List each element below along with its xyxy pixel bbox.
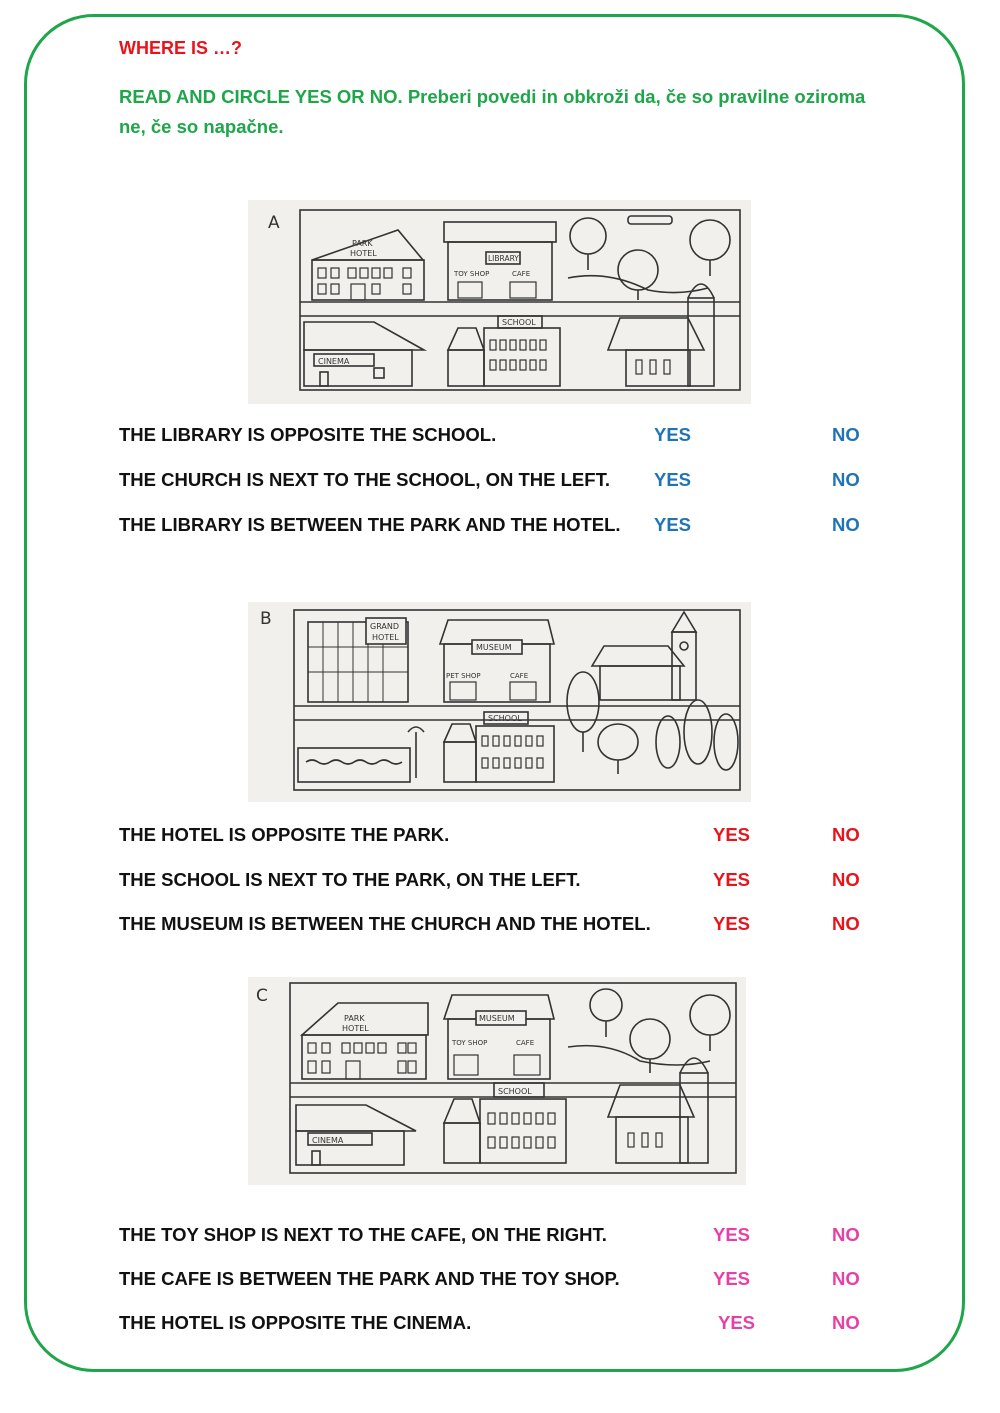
question-b3: THE MUSEUM IS BETWEEN THE CHURCH AND THE HOTEL. [119, 913, 651, 934]
school-building [444, 1083, 566, 1163]
yes-option[interactable]: YES [713, 869, 751, 890]
town-picture-c [248, 977, 746, 1185]
cinema-building [304, 322, 424, 386]
school-sign: SCHOOL [498, 1087, 532, 1096]
question-c2: THE CAFE IS BETWEEN THE PARK AND THE TOY SHOP. [119, 1268, 620, 1289]
picture-letter: B [260, 609, 272, 629]
no-option[interactable]: NO [832, 824, 860, 845]
town-picture-b [248, 602, 751, 802]
shop-sign-top: MUSEUM [479, 1014, 515, 1023]
yes-option[interactable]: YES [654, 514, 692, 535]
school-building [448, 316, 560, 386]
yes-option[interactable]: YES [718, 1312, 756, 1333]
question-c3: THE HOTEL IS OPPOSITE THE CINEMA. [119, 1312, 472, 1333]
school-sign: SCHOOL [502, 318, 536, 327]
hotel-sign-bottom: HOTEL [350, 249, 377, 258]
question-a1: THE LIBRARY IS OPPOSITE THE SCHOOL. [119, 424, 497, 445]
no-option[interactable]: NO [832, 913, 860, 934]
grand-hotel-building [308, 618, 408, 702]
park-hotel-building [302, 1003, 428, 1079]
museum-building [444, 995, 554, 1079]
question-b1: THE HOTEL IS OPPOSITE THE PARK. [119, 824, 450, 845]
no-option[interactable]: NO [832, 1224, 860, 1245]
no-option[interactable]: NO [832, 1312, 860, 1333]
no-option[interactable]: NO [832, 424, 860, 445]
yes-option[interactable]: YES [713, 1268, 751, 1289]
question-b2: THE SCHOOL IS NEXT TO THE PARK, ON THE LEFT. [119, 869, 581, 890]
no-option[interactable]: NO [832, 469, 860, 490]
yes-option[interactable]: YES [713, 913, 751, 934]
museum-building [440, 620, 554, 702]
yes-option[interactable]: YES [713, 824, 751, 845]
school-building [444, 712, 554, 782]
yes-option[interactable]: YES [654, 424, 692, 445]
hotel-sign-bottom: HOTEL [372, 633, 399, 642]
park-trees [567, 672, 738, 774]
instructions: READ AND CIRCLE YES OR NO. Preberi povedi in obkroži da, če so pravilne oziroma ne, če so napačne. [119, 86, 866, 137]
yes-option[interactable]: YES [713, 1224, 751, 1245]
park-trees [568, 216, 730, 300]
shop-sign-top: MUSEUM [476, 643, 512, 652]
park-trees [568, 989, 730, 1073]
library-building [444, 222, 556, 300]
cinema-sign: CINEMA [312, 1136, 344, 1145]
hotel-sign-top: PARK [352, 239, 373, 248]
question-a3: THE LIBRARY IS BETWEEN THE PARK AND THE HOTEL. [119, 514, 621, 535]
shop-sign-right: CAFE [516, 1039, 535, 1047]
town-picture-a [248, 200, 751, 404]
no-option[interactable]: NO [832, 869, 860, 890]
park-hotel-building [312, 230, 424, 300]
church-building [608, 1058, 708, 1163]
shop-sign-top: LIBRARY [488, 254, 519, 263]
hotel-sign-top: PARK [344, 1014, 365, 1023]
church-building [592, 612, 696, 700]
cinema-building [296, 1105, 416, 1165]
swimming-pool [298, 727, 424, 782]
church-building [608, 284, 714, 386]
cinema-sign: CINEMA [318, 357, 350, 366]
no-option[interactable]: NO [832, 514, 860, 535]
shop-sign-right: CAFE [510, 672, 529, 680]
picture-letter: C [256, 986, 268, 1006]
question-c1: THE TOY SHOP IS NEXT TO THE CAFE, ON THE RIGHT. [119, 1224, 607, 1245]
shop-sign-left: TOY SHOP [452, 1039, 488, 1047]
question-a2: THE CHURCH IS NEXT TO THE SCHOOL, ON THE LEFT. [119, 469, 610, 490]
school-sign: SCHOOL [488, 714, 522, 723]
hotel-sign-bottom: HOTEL [342, 1024, 369, 1033]
shop-sign-left: TOY SHOP [454, 270, 490, 278]
hotel-sign-top: GRAND [370, 622, 400, 631]
shop-sign-right: CAFE [512, 270, 531, 278]
no-option[interactable]: NO [832, 1268, 860, 1289]
yes-option[interactable]: YES [654, 469, 692, 490]
shop-sign-left: PET SHOP [446, 672, 481, 680]
worksheet-title: WHERE IS …? [119, 38, 243, 58]
picture-letter: A [268, 213, 280, 233]
